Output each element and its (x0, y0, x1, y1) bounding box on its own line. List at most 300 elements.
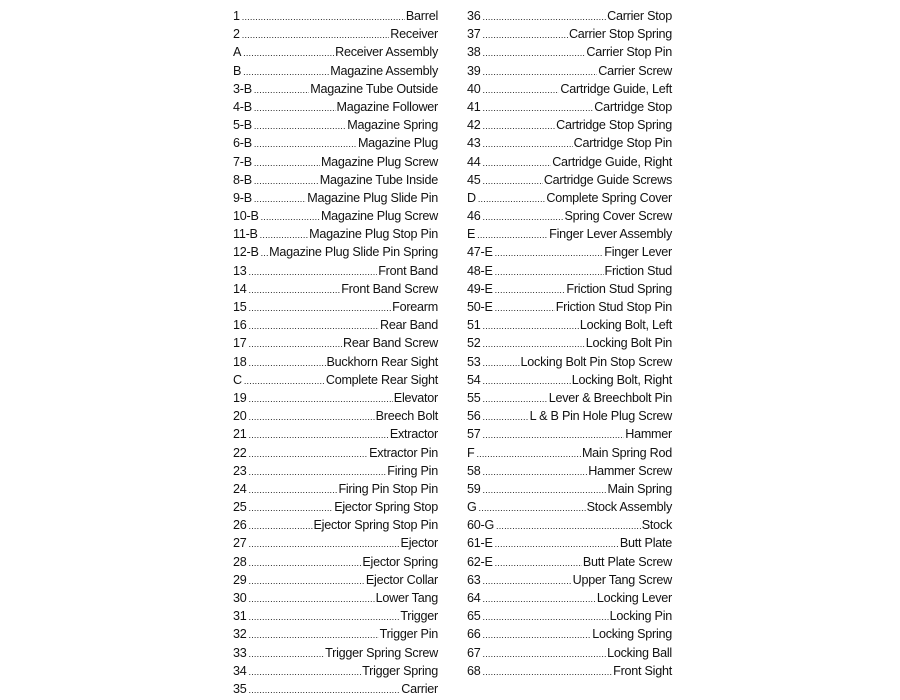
dot-leader (249, 263, 378, 281)
part-name: Front Sight (613, 663, 672, 678)
dot-leader (483, 208, 564, 226)
part-name: Rear Band Screw (343, 336, 438, 351)
dot-leader (254, 81, 309, 99)
part-row (467, 625, 672, 643)
part-row (467, 262, 672, 280)
part-name: Locking Spring (592, 627, 672, 642)
part-row (233, 607, 438, 625)
part-row (233, 25, 438, 43)
part-row (467, 534, 672, 552)
part-name: Buckhorn Rear Sight (326, 354, 438, 369)
dot-leader (249, 426, 389, 444)
part-name: Complete Spring Cover (546, 190, 672, 205)
part-name: Carrier Stop Pin (586, 45, 672, 60)
part-row (467, 480, 672, 498)
part-number: 32 (233, 627, 247, 642)
part-row (233, 316, 438, 334)
part-name: Locking Bolt Pin Stop Screw (520, 354, 672, 369)
part-number: 18 (233, 354, 247, 369)
dot-leader (483, 172, 543, 190)
part-name: Friction Stud Stop Pin (555, 300, 672, 314)
part-name: Trigger Pin (379, 627, 438, 642)
dot-leader (495, 554, 582, 572)
part-number: 6-B (233, 136, 252, 151)
part-number: 47-E (467, 245, 493, 260)
part-row (233, 644, 438, 662)
dot-leader (483, 572, 572, 590)
part-row (233, 444, 438, 462)
part-name: Magazine Plug Slide Pin (307, 190, 438, 205)
part-row (233, 534, 438, 552)
part-row (233, 589, 438, 607)
part-name: Breech Bolt (375, 409, 438, 424)
dot-leader (249, 445, 369, 463)
dot-leader (249, 645, 325, 663)
part-number: 66 (467, 627, 481, 642)
dot-leader (483, 154, 552, 172)
dot-leader (495, 244, 604, 262)
dot-leader (495, 263, 604, 281)
part-name: Cartridge Stop Pin (573, 136, 672, 151)
part-row (467, 225, 672, 243)
part-number: 61-E (467, 536, 493, 551)
part-name: Extractor Pin (369, 445, 438, 460)
part-number: 50-E (467, 300, 493, 314)
part-number: 15 (233, 300, 247, 314)
part-number: 68 (467, 663, 481, 678)
part-row (233, 225, 438, 243)
part-name: Elevator (393, 390, 438, 405)
part-row (467, 134, 672, 152)
part-number: 64 (467, 591, 481, 605)
dot-leader (483, 117, 556, 135)
part-row (233, 98, 438, 116)
part-name: Ejector Spring Stop Pin (313, 518, 438, 533)
part-name: Locking Ball (607, 645, 672, 660)
part-name: Trigger Spring (362, 663, 438, 678)
part-name: Upper Tang Screw (572, 572, 672, 587)
dot-leader (261, 208, 320, 226)
dot-leader (495, 281, 566, 299)
part-name: Locking Bolt, Left (579, 318, 672, 333)
part-name: Magazine Plug Stop Pin (309, 227, 438, 242)
part-name: Magazine Follower (336, 99, 438, 114)
part-name: Magazine Plug (357, 136, 438, 151)
part-name: Carrier Stop (607, 9, 672, 23)
part-row (467, 407, 672, 425)
part-number: 57 (467, 427, 481, 442)
part-number: 20 (233, 409, 247, 424)
part-row (233, 262, 438, 280)
part-row (233, 480, 438, 498)
dot-leader (249, 681, 401, 699)
part-number: 27 (233, 536, 247, 551)
part-number: 45 (467, 172, 481, 187)
part-name: Ejector (400, 536, 438, 551)
part-name: Cartridge Guide, Left (560, 81, 672, 96)
part-row (233, 407, 438, 425)
part-row (233, 371, 438, 389)
part-number: 2 (233, 27, 240, 42)
dot-leader (249, 299, 392, 317)
part-row (467, 425, 672, 443)
dot-leader (483, 663, 613, 681)
dot-leader (249, 408, 375, 426)
part-name: Magazine Plug Slide Pin Spring (269, 245, 438, 260)
part-name: Carrier Stop Spring (568, 27, 672, 42)
part-row (233, 662, 438, 680)
dot-leader (483, 426, 625, 444)
dot-leader (254, 190, 306, 208)
part-name: Receiver Assembly (335, 45, 438, 60)
part-row (467, 589, 672, 607)
part-row (233, 298, 438, 316)
part-row (467, 571, 672, 589)
part-number: 54 (467, 372, 481, 387)
parts-list (0, 7, 900, 700)
dot-leader (249, 608, 400, 626)
dot-leader (496, 517, 641, 535)
part-name: Barrel (405, 9, 438, 23)
dot-leader (483, 626, 592, 644)
part-number: 49-E (467, 281, 493, 296)
part-number: 55 (467, 390, 481, 405)
part-number: 11-B (233, 227, 258, 242)
part-row (233, 7, 438, 25)
dot-leader (476, 445, 580, 463)
part-number: 8-B (233, 172, 252, 187)
part-row (233, 134, 438, 152)
part-number: G (467, 500, 477, 515)
part-row (467, 98, 672, 116)
dot-leader (254, 117, 346, 135)
part-row (233, 171, 438, 189)
part-name: L & B Pin Hole Plug Screw (529, 409, 672, 424)
part-row (233, 153, 438, 171)
dot-leader (249, 499, 334, 517)
part-name: Friction Stud (604, 263, 672, 278)
part-number: 24 (233, 481, 247, 496)
dot-leader (249, 390, 393, 408)
part-name: Magazine Assembly (330, 63, 438, 78)
part-name: Main Spring (607, 481, 672, 496)
part-row (467, 316, 672, 334)
parts-column-left (233, 7, 438, 698)
part-number: 65 (467, 609, 481, 624)
part-name: Front Band (378, 263, 438, 278)
dot-leader (249, 281, 341, 299)
part-number: A (233, 45, 242, 60)
part-row (233, 553, 438, 571)
part-number: 30 (233, 591, 247, 605)
part-row (233, 334, 438, 352)
dot-leader (254, 172, 319, 190)
part-row (467, 116, 672, 134)
dot-leader (254, 135, 357, 153)
dot-leader (483, 81, 560, 99)
part-number: 12-B (233, 245, 259, 260)
part-row (467, 43, 672, 61)
part-name: Trigger (400, 609, 438, 624)
dot-leader (483, 135, 573, 153)
part-number: 56 (467, 409, 481, 424)
part-row (233, 353, 438, 371)
dot-leader (249, 663, 362, 681)
part-name: Carrier Screw (598, 63, 672, 78)
part-row (233, 80, 438, 98)
dot-leader (243, 44, 334, 62)
part-row (467, 371, 672, 389)
part-row (467, 389, 672, 407)
part-number: 16 (233, 318, 247, 333)
part-name: Magazine Tube Outside (310, 81, 438, 96)
part-number: 52 (467, 336, 481, 351)
part-name: Cartridge Stop Spring (556, 118, 672, 133)
part-row (467, 444, 672, 462)
part-row (467, 153, 672, 171)
part-number: 46 (467, 209, 481, 224)
part-name: Lever & Breechbolt Pin (548, 390, 672, 405)
part-name: Lower Tang (375, 591, 438, 605)
part-row (233, 116, 438, 134)
part-number: C (233, 372, 242, 387)
dot-leader (483, 354, 520, 372)
part-name: Magazine Plug Screw (320, 154, 438, 169)
part-name: Rear Band (380, 318, 438, 333)
part-number: 35 (233, 681, 247, 696)
dot-leader (249, 626, 379, 644)
part-row (467, 462, 672, 480)
part-name: Butt Plate Screw (582, 554, 672, 569)
dot-leader (483, 26, 568, 44)
part-row (467, 25, 672, 43)
part-number: 67 (467, 645, 481, 660)
part-number: 22 (233, 445, 247, 460)
part-number: 60-G (467, 518, 494, 533)
part-name: Stock Assembly (586, 500, 672, 515)
part-row (467, 607, 672, 625)
part-number: 19 (233, 390, 247, 405)
part-row (467, 207, 672, 225)
part-number: 39 (467, 63, 481, 78)
part-row (467, 80, 672, 98)
part-number: 26 (233, 518, 247, 533)
part-number: 63 (467, 572, 481, 587)
part-row (467, 553, 672, 571)
part-name: Butt Plate (619, 536, 672, 551)
part-number: 59 (467, 481, 481, 496)
part-row (467, 298, 672, 316)
part-number: 14 (233, 281, 247, 296)
part-number: 33 (233, 645, 247, 660)
part-row (467, 644, 672, 662)
part-name: Locking Lever (596, 591, 672, 605)
part-number: 37 (467, 27, 481, 42)
part-row (233, 189, 438, 207)
part-row (233, 680, 438, 698)
part-number: 58 (467, 463, 481, 478)
part-number: 62-E (467, 554, 493, 569)
part-name: Hammer (625, 427, 672, 442)
part-row (233, 498, 438, 516)
part-row (233, 43, 438, 61)
part-name: Cartridge Guide, Right (552, 154, 672, 169)
part-number: 17 (233, 336, 247, 351)
part-number: 13 (233, 263, 247, 278)
part-name: Front Band Screw (341, 281, 438, 296)
part-number: E (467, 227, 476, 242)
dot-leader (495, 299, 555, 317)
dot-leader (243, 63, 329, 81)
part-number: B (233, 63, 242, 78)
dot-leader (249, 554, 362, 572)
part-name: Hammer Screw (588, 463, 672, 478)
part-name: Cartridge Stop (594, 99, 672, 114)
part-number: 40 (467, 81, 481, 96)
parts-column-right (467, 7, 672, 680)
dot-leader (249, 354, 326, 372)
part-name: Cartridge Guide Screws (543, 172, 672, 187)
part-row (233, 280, 438, 298)
part-name: Spring Cover Screw (564, 209, 672, 224)
dot-leader (249, 535, 400, 553)
dot-leader (483, 481, 607, 499)
dot-leader (483, 645, 607, 663)
dot-leader (483, 390, 548, 408)
part-number: 9-B (233, 190, 252, 205)
part-row (467, 280, 672, 298)
dot-leader (254, 154, 320, 172)
part-name: Ejector Collar (365, 572, 438, 587)
dot-leader (254, 99, 336, 117)
part-number: 41 (467, 99, 481, 114)
part-number: 21 (233, 427, 247, 442)
dot-leader (249, 517, 313, 535)
part-number: 51 (467, 318, 481, 333)
dot-leader (244, 372, 325, 390)
dot-leader (483, 590, 596, 608)
part-row (467, 189, 672, 207)
dot-leader (483, 317, 579, 335)
dot-leader (249, 572, 365, 590)
dot-leader (249, 335, 343, 353)
part-row (233, 389, 438, 407)
dot-leader (483, 408, 529, 426)
part-name: Finger Lever (604, 245, 672, 260)
part-number: 53 (467, 354, 481, 369)
dot-leader (483, 8, 607, 26)
dot-leader (249, 317, 380, 335)
part-name: Finger Lever Assembly (549, 227, 672, 242)
part-number: 10-B (233, 209, 259, 224)
part-number: 5-B (233, 118, 252, 133)
part-name: Main Spring Rod (581, 445, 672, 460)
part-number: 31 (233, 609, 247, 624)
part-number: F (467, 445, 475, 460)
part-name: Extractor (389, 427, 438, 442)
part-number: 28 (233, 554, 247, 569)
part-number: 3-B (233, 81, 252, 96)
part-name: Complete Rear Sight (325, 372, 438, 387)
part-row (233, 62, 438, 80)
dot-leader (483, 608, 609, 626)
part-row (467, 171, 672, 189)
part-number: 34 (233, 663, 247, 678)
part-name: Receiver (390, 27, 438, 42)
part-name: Ejector Spring (362, 554, 438, 569)
part-name: Magazine Plug Screw (320, 209, 438, 224)
part-name: Friction Stud Spring (566, 281, 672, 296)
part-name: Trigger Spring Screw (325, 645, 438, 660)
part-name: Forearm (392, 300, 438, 314)
dot-leader (242, 8, 405, 26)
part-row (467, 243, 672, 261)
part-number: 25 (233, 500, 247, 515)
part-number: 44 (467, 154, 481, 169)
part-name: Carrier (401, 681, 438, 696)
dot-leader (261, 244, 268, 262)
part-name: Ejector Spring Stop (334, 500, 438, 515)
part-row (233, 425, 438, 443)
part-number: 36 (467, 9, 481, 23)
part-name: Locking Bolt, Right (571, 372, 672, 387)
dot-leader (483, 463, 588, 481)
part-number: 29 (233, 572, 247, 587)
dot-leader (495, 535, 619, 553)
part-row (233, 516, 438, 534)
part-row (467, 353, 672, 371)
part-name: Firing Pin (387, 463, 438, 478)
dot-leader (483, 63, 598, 81)
dot-leader (483, 372, 571, 390)
part-number: 43 (467, 136, 481, 151)
part-number: 1 (233, 9, 240, 23)
part-name: Magazine Spring (347, 118, 438, 133)
dot-leader (260, 226, 308, 244)
part-number: 4-B (233, 99, 252, 114)
part-row (233, 625, 438, 643)
part-row (233, 207, 438, 225)
dot-leader (479, 499, 586, 517)
part-row (467, 498, 672, 516)
part-number: 38 (467, 45, 481, 60)
part-row (233, 571, 438, 589)
dot-leader (483, 44, 586, 62)
dot-leader (483, 335, 585, 353)
part-name: Locking Bolt Pin (585, 336, 672, 351)
part-number: 23 (233, 463, 247, 478)
part-row (467, 662, 672, 680)
dot-leader (478, 190, 545, 208)
part-row (467, 62, 672, 80)
part-name: Magazine Tube Inside (319, 172, 438, 187)
dot-leader (249, 463, 387, 481)
part-name: Firing Pin Stop Pin (338, 481, 438, 496)
part-row (233, 462, 438, 480)
dot-leader (477, 226, 548, 244)
part-number: D (467, 190, 476, 205)
part-number: 42 (467, 118, 481, 133)
part-row (233, 243, 438, 261)
part-row (467, 516, 672, 534)
dot-leader (483, 99, 594, 117)
part-name: Locking Pin (609, 609, 672, 624)
part-number: 7-B (233, 154, 252, 169)
part-number: 48-E (467, 263, 493, 278)
part-row (467, 334, 672, 352)
part-name: Stock (641, 518, 672, 533)
dot-leader (242, 26, 390, 44)
